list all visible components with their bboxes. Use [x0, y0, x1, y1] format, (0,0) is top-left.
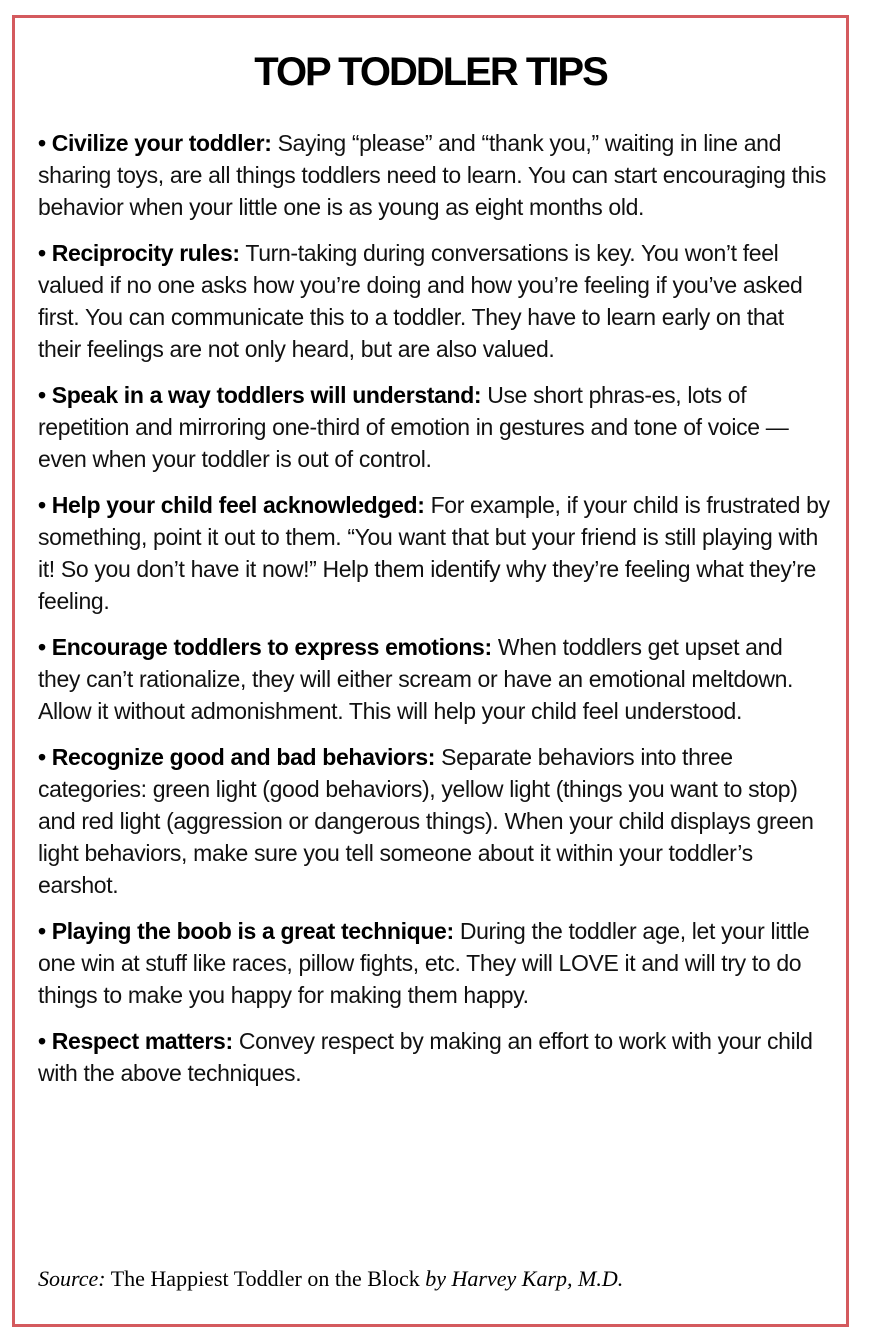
tip-body: Separate behaviors into three categories: green light (good behaviors), yellow light (things you want to stop) and red light (aggression or dangerous things). When your child displays green light behaviors, make sure you tell someone about it within your toddler’s earshot.	[38, 744, 814, 898]
tip-item	[38, 741, 830, 901]
tip-body: For example, if your child is frustrated by something, point it out to them. “You want that but your friend is still playing with it! So you don’t have it now!” Help them identify why they’re feeling what they’re feeling.	[38, 492, 830, 614]
tip-item	[38, 1025, 830, 1089]
tip-item	[38, 489, 830, 617]
tip-item	[38, 237, 830, 365]
tips-list	[38, 127, 830, 1103]
tip-item	[38, 631, 830, 727]
source-label: Source:	[38, 1266, 106, 1291]
tip-body: Saying “please” and “thank you,” waiting in line and sharing toys, are all things toddlers need to learn. You can start encouraging this behavior when your little one is as young as eight months old.	[38, 130, 826, 220]
tip-heading: • Respect matters:	[38, 1028, 233, 1054]
tip-body: During the toddler age, let your little one win at stuff like races, pillow fights, etc. They will LOVE it and will try to do things to make you happy for making them happy.	[38, 918, 810, 1008]
tip-body: Use short phras-es, lots of repetition and mirroring one-third of emotion in gestures and tone of voice — even when your toddler is out of control.	[38, 382, 789, 472]
tip-heading: • Speak in a way toddlers will understand:	[38, 382, 482, 408]
tip-item	[38, 915, 830, 1011]
tip-item	[38, 379, 830, 475]
source-citation	[38, 1266, 623, 1292]
tip-heading: • Recognize good and bad behaviors:	[38, 744, 436, 770]
page-title: TOP TODDLER TIPS	[254, 50, 607, 94]
tip-item	[38, 127, 830, 223]
source-book: The Happiest Toddler on the Block	[105, 1266, 426, 1291]
tip-body: When toddlers get upset and they can’t rationalize, they will either scream or have an emotional meltdown. Allow it without admonishment. This will help your child feel understood.	[38, 634, 794, 724]
tip-body: Convey respect by making an effort to work with your child with the above techniques.	[38, 1028, 813, 1086]
tips-box	[12, 15, 849, 1327]
source-author: by Harvey Karp, M.D.	[425, 1266, 624, 1291]
tip-heading: • Help your child feel acknowledged:	[38, 492, 425, 518]
tip-body: Turn-taking during conversations is key. You won’t feel valued if no one asks how you’re doing and how you’re feeling if you’ve asked first. You can communicate this to a toddler. They have to learn early on that their feelings are not only heard, but are also valued.	[38, 240, 803, 362]
tip-heading: • Reciprocity rules:	[38, 240, 240, 266]
tip-heading: • Encourage toddlers to express emotions:	[38, 634, 492, 660]
tip-heading: • Civilize your toddler:	[38, 130, 272, 156]
tip-heading: • Playing the boob is a great technique:	[38, 918, 454, 944]
